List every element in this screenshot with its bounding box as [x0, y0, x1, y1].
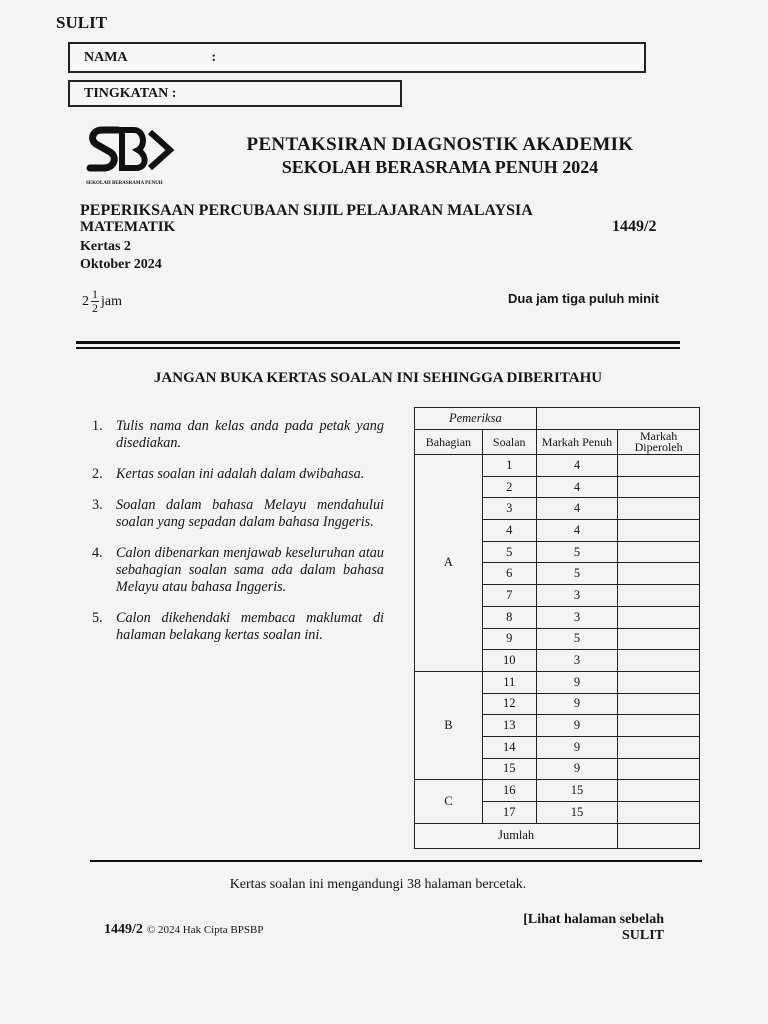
exam-name: PEPERIKSAAN PERCUBAAN SIJIL PELAJARAN MALAYSIA [80, 202, 533, 219]
paper-number: Kertas 2 [80, 239, 131, 254]
question-number: 4 [482, 520, 536, 542]
question-number: 11 [482, 671, 536, 693]
score-table [414, 407, 700, 849]
tingkatan-label: TINGKATAN : [84, 85, 177, 101]
col-obtained-header: Markah Diperoleh [618, 430, 700, 455]
obtained-marks-cell[interactable] [618, 563, 700, 585]
table-row [415, 780, 700, 802]
full-marks: 3 [536, 606, 618, 628]
full-marks: 9 [536, 736, 618, 758]
footer-code [104, 922, 263, 938]
duration-words: Dua jam tiga puluh minit [508, 291, 659, 306]
obtained-marks-cell[interactable] [618, 476, 700, 498]
svg-text:SEKOLAH BERASRAMA PENUH: SEKOLAH BERASRAMA PENUH [86, 181, 163, 186]
instruction-number: 5. [92, 610, 103, 626]
section-label: A [415, 455, 483, 672]
full-marks: 5 [536, 628, 618, 650]
duration-unit: jam [101, 293, 122, 309]
instructions-list [92, 418, 384, 658]
obtained-marks-cell[interactable] [618, 585, 700, 607]
full-marks: 9 [536, 715, 618, 737]
full-marks: 15 [536, 802, 618, 824]
full-marks: 9 [536, 671, 618, 693]
footer-paper-code: 1449/2 [104, 922, 143, 937]
instruction-item [92, 545, 384, 596]
duration-frac [91, 288, 99, 315]
section-label: B [415, 671, 483, 779]
header-title: PENTAKSIRAN DIAGNOSTIK AKADEMIK [246, 134, 634, 155]
examiner-header: Pemeriksa [415, 408, 537, 430]
copyright: © 2024 Hak Cipta BPSBP [146, 924, 264, 936]
table-row [415, 671, 700, 693]
question-number: 12 [482, 693, 536, 715]
instruction-item [92, 466, 384, 483]
col-full-marks-header: Markah Penuh [536, 430, 618, 455]
instruction-text: Tulis nama dan kelas anda pada petak yang disediakan. [116, 418, 384, 451]
obtained-marks-cell[interactable] [618, 541, 700, 563]
obtained-marks-cell[interactable] [618, 736, 700, 758]
full-marks: 9 [536, 693, 618, 715]
question-number: 3 [482, 498, 536, 520]
full-marks: 4 [536, 476, 618, 498]
exam-date: Oktober 2024 [80, 257, 162, 272]
question-number: 9 [482, 628, 536, 650]
next-page-text: [Lihat halaman sebelah [523, 912, 664, 927]
tingkatan-field[interactable] [68, 80, 402, 107]
col-question-header: Soalan [482, 430, 536, 455]
question-number: 10 [482, 650, 536, 672]
full-marks: 9 [536, 758, 618, 780]
table-row [415, 455, 700, 477]
duration-fraction [82, 288, 122, 315]
question-number: 14 [482, 736, 536, 758]
instruction-text: Soalan dalam bahasa Melayu mendahului soalan yang sepadan dalam bahasa Inggeris. [116, 497, 384, 530]
instruction-number: 4. [92, 545, 103, 561]
question-number: 6 [482, 563, 536, 585]
obtained-marks-cell[interactable] [618, 802, 700, 824]
nama-label: NAMA [84, 49, 128, 65]
divider-thick [76, 341, 680, 344]
full-marks: 3 [536, 650, 618, 672]
instruction-text: Calon dibenarkan menjawab keseluruhan atau sebahagian soalan sama ada dalam bahasa Melayu atau bahasa Inggeris. [116, 545, 384, 595]
duration-num: 1 [92, 287, 98, 301]
full-marks: 5 [536, 541, 618, 563]
section-label: C [415, 780, 483, 823]
question-number: 16 [482, 780, 536, 802]
question-number: 13 [482, 715, 536, 737]
obtained-marks-cell[interactable] [618, 520, 700, 542]
obtained-marks-cell[interactable] [618, 498, 700, 520]
full-marks: 3 [536, 585, 618, 607]
obtained-marks-cell[interactable] [618, 758, 700, 780]
obtained-marks-cell[interactable] [618, 693, 700, 715]
obtained-marks-cell[interactable] [618, 650, 700, 672]
total-label: Jumlah [415, 823, 618, 848]
full-marks: 15 [536, 780, 618, 802]
question-number: 8 [482, 606, 536, 628]
full-marks: 5 [536, 563, 618, 585]
instruction-number: 3. [92, 497, 103, 513]
instruction-item [92, 610, 384, 644]
examiner-blank [536, 408, 699, 430]
duration-whole: 2 [82, 293, 89, 309]
question-number: 7 [482, 585, 536, 607]
paper-code: 1449/2 [612, 218, 657, 235]
full-marks: 4 [536, 498, 618, 520]
question-number: 15 [482, 758, 536, 780]
question-number: 2 [482, 476, 536, 498]
instruction-number: 1. [92, 418, 103, 434]
instruction-number: 2. [92, 466, 103, 482]
question-number: 1 [482, 455, 536, 477]
next-page-note [500, 912, 664, 944]
divider-thin [76, 347, 680, 349]
obtained-marks-cell[interactable] [618, 715, 700, 737]
sulit-footer: SULIT [621, 928, 664, 943]
col-section-header: Bahagian [415, 430, 483, 455]
sbp-logo [84, 124, 180, 190]
instruction-text: Kertas soalan ini adalah dalam dwibahasa. [116, 466, 365, 482]
header-subtitle: SEKOLAH BERASRAMA PENUH 2024 [281, 157, 599, 177]
duration-den: 2 [92, 301, 98, 315]
obtained-marks-cell[interactable] [618, 780, 700, 802]
instruction-text: Calon dikehendaki membaca maklumat di halaman belakang kertas soalan ini. [116, 610, 384, 643]
total-obtained-cell[interactable] [618, 823, 700, 848]
obtained-marks-cell[interactable] [618, 628, 700, 650]
nama-field[interactable] [68, 42, 646, 73]
full-marks: 4 [536, 520, 618, 542]
full-marks: 4 [536, 455, 618, 477]
nama-colon: : [211, 49, 217, 65]
question-number: 5 [482, 541, 536, 563]
instruction-item [92, 497, 384, 531]
sulit-header: SULIT [56, 13, 108, 32]
question-number: 17 [482, 802, 536, 824]
subject: MATEMATIK [80, 219, 176, 235]
obtained-marks-cell[interactable] [618, 671, 700, 693]
instruction-item [92, 418, 384, 452]
warning-heading: JANGAN BUKA KERTAS SOALAN INI SEHINGGA DIBERITAHU [153, 370, 603, 386]
obtained-marks-cell[interactable] [618, 455, 700, 477]
obtained-marks-cell[interactable] [618, 606, 700, 628]
footer-divider [90, 860, 702, 862]
page-count-note: Kertas soalan ini mengandungi 38 halaman bercetak. [229, 877, 527, 892]
